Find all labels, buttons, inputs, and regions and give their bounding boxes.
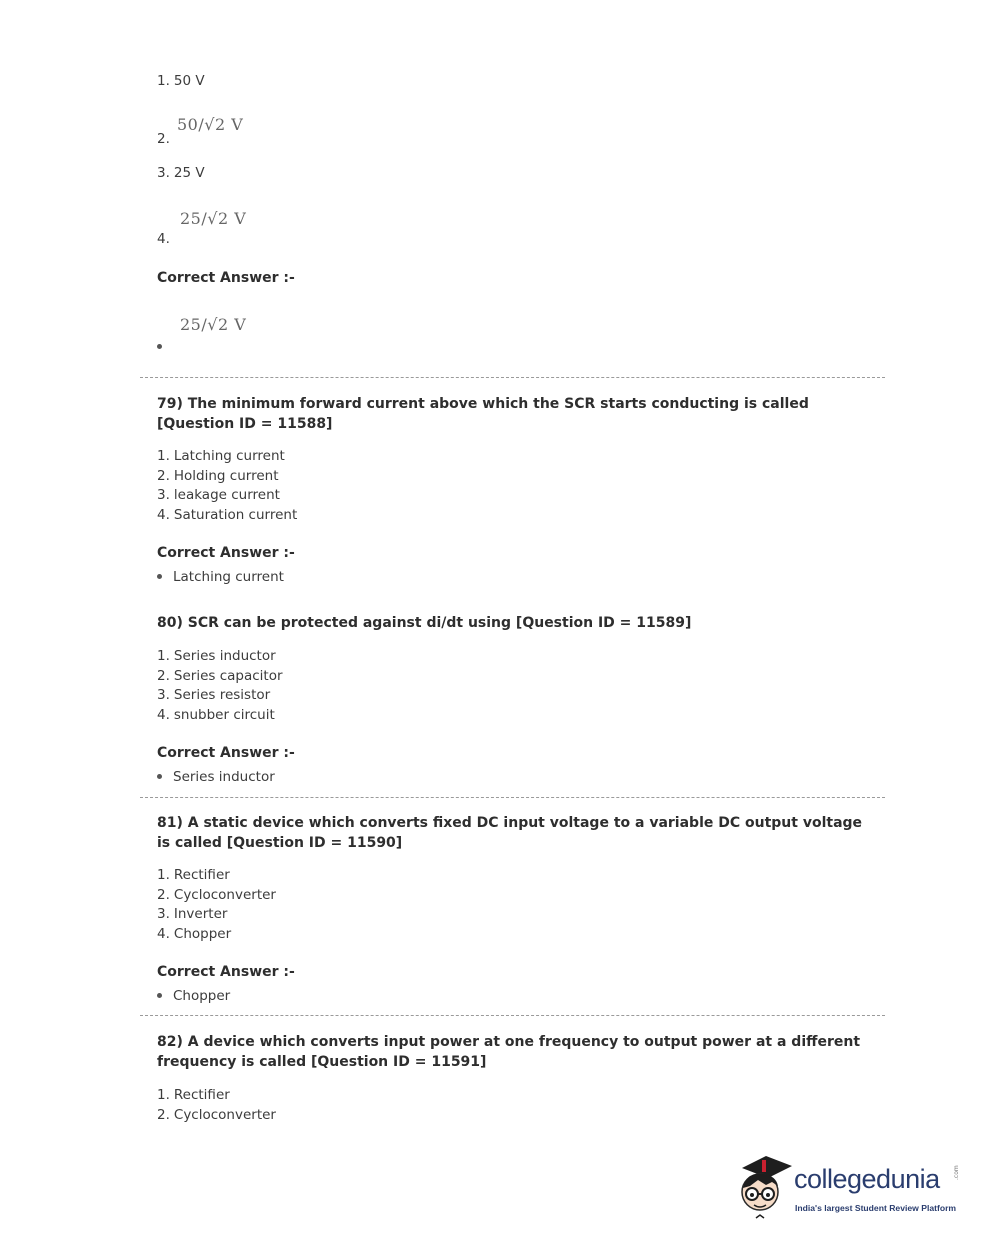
q81-question: 81) A static device which converts fixed DC input voltage to a variable DC output voltage is called [Question ID = 11590] — [157, 815, 863, 851]
q80-option-1: 1. Series inductor — [157, 648, 276, 664]
q80-option-3: 3. Series resistor — [157, 687, 271, 703]
q78-correct-answer-label: Correct Answer :- — [157, 270, 295, 286]
mascot-icon — [736, 1152, 794, 1222]
q79-correct-answer: Latching current — [157, 569, 284, 585]
q79-option-1: 1. Latching current — [157, 448, 285, 464]
q82-question: 82) A device which converts input power at one frequency to output power at a different frequency is called [Question ID = 11591] — [157, 1034, 861, 1070]
q82-option-2: 2. Cycloconverter — [157, 1107, 276, 1123]
q81-correct-answer: Chopper — [157, 988, 230, 1004]
q81-option-3: 3. Inverter — [157, 906, 228, 922]
q80-correct-answer-label: Correct Answer :- — [157, 745, 295, 761]
separator — [140, 377, 885, 378]
q78-option-4-formula: 25/√2 V — [180, 209, 247, 228]
q80-option-4: 4. snubber circuit — [157, 707, 275, 723]
separator — [140, 797, 885, 798]
q78-option-2-number: 2. — [157, 131, 170, 147]
q78-answer-bullet — [157, 344, 162, 349]
logo-wordmark: collegedunia — [794, 1164, 940, 1194]
q81-option-2: 2. Cycloconverter — [157, 887, 276, 903]
q79-question: 79) The minimum forward current above which the SCR starts conducting is called [Question ID = 11588] — [157, 396, 809, 432]
q78-option-4-number: 4. — [157, 231, 170, 247]
q81-correct-answer-label: Correct Answer :- — [157, 964, 295, 980]
q78-answer-formula: 25/√2 V — [180, 315, 247, 334]
q79-option-2: 2. Holding current — [157, 468, 279, 484]
q81-option-1: 1. Rectifier — [157, 867, 230, 883]
bullet — [157, 574, 162, 579]
q82-option-1: 1. Rectifier — [157, 1087, 230, 1103]
collegedunia-logo — [736, 1152, 966, 1224]
q80-correct-answer: Series inductor — [157, 769, 275, 785]
q79-option-4: 4. Saturation current — [157, 507, 298, 523]
q81-option-4: 4. Chopper — [157, 926, 232, 942]
bullet — [157, 993, 162, 998]
q78-option-3: 3. 25 V — [157, 165, 205, 181]
q79-option-3: 3. leakage current — [157, 487, 280, 503]
q79-correct-answer-label: Correct Answer :- — [157, 545, 295, 561]
q80-question: 80) SCR can be protected against di/dt using [Question ID = 11589] — [157, 615, 692, 631]
separator — [140, 1015, 885, 1016]
bullet — [157, 774, 162, 779]
q78-option-2-formula: 50/√2 V — [177, 115, 244, 134]
logo-tagline: India's largest Student Review Platform — [795, 1203, 957, 1213]
q78-option-1: 1. 50 V — [157, 73, 205, 89]
q80-option-2: 2. Series capacitor — [157, 668, 283, 684]
logo-dotcom: .com — [953, 1165, 960, 1180]
